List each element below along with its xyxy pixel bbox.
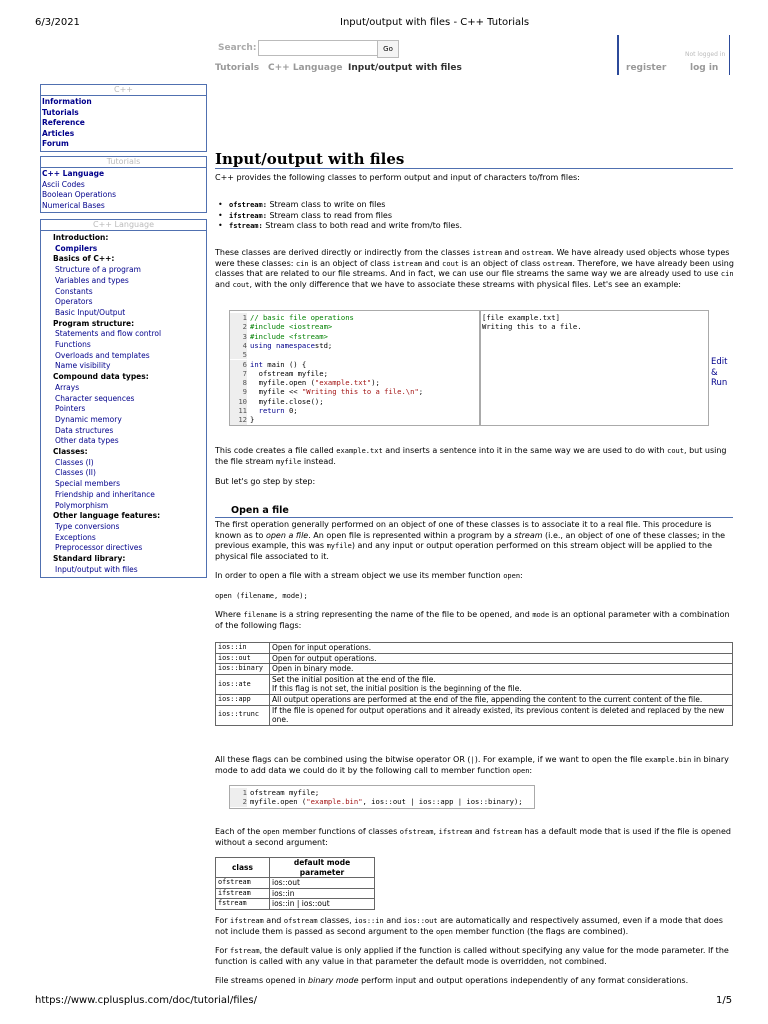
flag-name: ios::ate	[216, 674, 270, 694]
inline-code: myfile	[275, 457, 302, 466]
text: Stream class to read from files	[266, 210, 393, 220]
paragraph	[215, 571, 735, 582]
code-line	[250, 360, 306, 369]
sidebar-item[interactable]: Boolean Operations	[42, 190, 116, 200]
code-token: #include <iostream>	[250, 322, 333, 332]
print-page-number: 1/5	[716, 995, 733, 1006]
line-number: 2	[230, 797, 247, 806]
flag-description	[270, 643, 733, 654]
section-heading: Open a file	[231, 505, 289, 516]
flag-name: ios::in	[216, 643, 270, 654]
sidebar-item[interactable]: Ascii Codes	[42, 179, 85, 189]
code-line	[250, 406, 298, 415]
text: classes,	[317, 916, 355, 925]
code-line	[250, 332, 328, 341]
inline-code: |	[470, 756, 475, 764]
text: is a string representing the name of the file to be opened, and	[277, 610, 533, 619]
inline-code: cout	[442, 259, 460, 268]
line-number: 1	[230, 788, 247, 797]
default-mode: ios::in | ios::out	[270, 899, 375, 910]
inline-code: fstream	[492, 828, 522, 836]
line-number: 4	[230, 341, 247, 350]
code-token: int	[250, 359, 263, 369]
text: Each of the	[215, 827, 263, 836]
register-link[interactable]: register	[626, 63, 667, 73]
text: These classes are derived directly or indirectly from the classes	[215, 248, 473, 257]
sidebar-group-heading: Program structure:	[53, 318, 135, 328]
code-line	[250, 397, 324, 406]
edit-run-label[interactable]: Run	[711, 378, 728, 388]
sidebar-item[interactable]: Basic Input/Output	[55, 307, 126, 317]
flag-description	[270, 674, 733, 694]
sidebar-box-title: C++	[41, 85, 206, 96]
sidebar-item[interactable]: Reference	[42, 118, 85, 128]
flag-description	[270, 664, 733, 675]
code-output	[479, 310, 709, 426]
flag-description	[270, 694, 733, 705]
section-rule	[215, 517, 733, 518]
code-token: 0;	[284, 406, 298, 415]
text: and	[383, 916, 404, 925]
print-date: 6/3/2021	[35, 17, 80, 28]
code-token: #include <fstream>	[250, 331, 328, 341]
inline-code: open	[512, 766, 530, 775]
line-number: 11	[230, 406, 247, 415]
sidebar-tutorials-box	[40, 156, 207, 213]
sidebar-item[interactable]: C++ Language	[42, 169, 105, 178]
flag-description	[270, 705, 733, 725]
code-token: ofstream myfile;	[250, 368, 328, 378]
inline-code: istream	[472, 249, 502, 257]
table-row	[216, 674, 733, 694]
paragraph	[215, 446, 735, 467]
list-item	[215, 200, 735, 211]
search-label: Search:	[218, 43, 257, 53]
divider	[617, 35, 619, 75]
sidebar-item[interactable]: Operators	[55, 297, 93, 307]
paragraph	[215, 755, 735, 776]
text: ,	[433, 827, 439, 836]
inline-code: open	[503, 572, 521, 580]
sidebar-item[interactable]: Special members	[55, 479, 120, 489]
flag-name: ios::out	[216, 653, 270, 664]
inline-code: istream	[392, 259, 423, 268]
line-number: 10	[230, 397, 247, 406]
text: Open in binary mode.	[272, 664, 354, 674]
table-row	[216, 705, 733, 725]
paragraph	[215, 827, 735, 848]
sidebar-item[interactable]: Forum	[42, 139, 69, 149]
inline-code: ios::in	[354, 917, 384, 925]
sidebar-item[interactable]: Tutorials	[42, 107, 79, 117]
text: If this flag is not set, the initial position is the beginning of the file.	[272, 684, 522, 694]
code-token: ofstream myfile;	[250, 788, 320, 797]
sidebar-item[interactable]: Name visibility	[55, 361, 111, 371]
breadcrumb-current: Input/output with files	[348, 63, 462, 73]
inline-code: ios::out	[403, 917, 438, 925]
inline-code: ostream	[542, 259, 573, 268]
paragraph	[215, 916, 735, 937]
code-token: myfile.close();	[250, 396, 324, 406]
text: is an object of class	[459, 258, 543, 268]
inline-code: open	[262, 828, 280, 836]
code-token: myfile <<	[250, 387, 302, 397]
edit-run-label[interactable]: Edit	[711, 357, 728, 367]
text: The first operation generally performed on an object of one of these classes is to associate it to a real file. This procedure is known as to	[215, 520, 712, 540]
code-token: , ios::out | ios::app | ios::binary);	[362, 797, 523, 807]
text: has a default mode that is used if the file is opened without a second argument:	[215, 827, 731, 847]
sidebar-item[interactable]: Structure of a program	[55, 265, 141, 275]
inline-code: example.bin	[644, 756, 692, 764]
text: File streams opened in	[215, 976, 309, 985]
text: member functions of classes	[279, 827, 400, 836]
text: This code creates a file called	[215, 446, 337, 455]
sidebar-item[interactable]: Exceptions	[55, 532, 96, 542]
code-token: // basic file operations	[250, 313, 354, 322]
list-item	[215, 211, 735, 222]
modes-table	[215, 857, 375, 910]
sidebar-item[interactable]: Dynamic memory	[55, 414, 122, 424]
login-status: Not logged in	[685, 51, 726, 58]
code-example-2	[229, 785, 535, 809]
inline-code: ofstream	[283, 917, 318, 925]
class-name: ofstream	[216, 878, 270, 889]
print-title: Input/output with files - C++ Tutorials	[340, 17, 530, 28]
line-number: 1	[230, 313, 247, 322]
inline-code: cin	[296, 259, 309, 268]
table-header: class	[216, 858, 270, 878]
sidebar-item[interactable]: Functions	[55, 340, 91, 350]
table-row	[216, 888, 375, 899]
sidebar-box-title: C++ Language	[41, 220, 206, 231]
code-token: return	[258, 406, 285, 415]
code-token: ;	[418, 387, 424, 397]
inline-code: ifstream:	[229, 211, 267, 220]
text: in binary mode to add data we could do it by the following call to member function	[215, 755, 729, 775]
code-line	[250, 378, 380, 387]
breadcrumb-cpp-language[interactable]: C++ Language	[268, 63, 343, 73]
code-token: myfile.open (	[250, 378, 315, 388]
sidebar-item[interactable]: Compilers	[55, 243, 98, 253]
sidebar-item[interactable]: Classes (II)	[55, 468, 96, 478]
text: Stream class to both read and write from/to files.	[262, 221, 463, 231]
line-number: 2	[230, 322, 247, 331]
code-line	[250, 313, 354, 322]
default-mode: ios::in	[270, 888, 375, 899]
code-token: "example.txt"	[314, 378, 372, 388]
paragraph	[215, 248, 735, 290]
flags-table	[215, 642, 733, 726]
text: In order to open a file with a stream object we use its member function	[215, 571, 504, 580]
sidebar-item[interactable]: Data structures	[55, 425, 114, 435]
paragraph	[215, 520, 735, 562]
sidebar-group-heading: Classes:	[53, 447, 88, 457]
paragraph	[215, 976, 735, 987]
text: and	[263, 916, 284, 925]
text: and	[472, 827, 493, 836]
text: perform input and output operations independently of any format considerations.	[358, 976, 689, 985]
text: and	[215, 279, 233, 289]
code-line	[250, 797, 523, 806]
sidebar-item[interactable]: Preprocessor directives	[55, 543, 143, 553]
page-title: Input/output with files	[215, 150, 405, 168]
code-line	[250, 341, 332, 350]
text: . We have already used objects whose types were these classes:	[215, 248, 730, 268]
flag-name: ios::binary	[216, 664, 270, 675]
text: For	[215, 946, 231, 955]
emphasis: binary mode	[308, 976, 359, 985]
flag-name: ios::trunc	[216, 705, 270, 725]
table-row	[216, 653, 733, 664]
sidebar-item[interactable]: Type conversions	[55, 521, 120, 531]
inline-code: example.txt	[336, 447, 383, 455]
output-line: [file example.txt]	[482, 313, 560, 322]
code-line	[250, 788, 319, 797]
code-token: main () {	[262, 359, 307, 369]
line-number: 3	[230, 332, 247, 341]
text: and	[422, 258, 443, 268]
inline-code: mode	[532, 611, 550, 619]
sidebar-item[interactable]: Articles	[42, 128, 75, 138]
sidebar-item[interactable]: Variables and types	[55, 275, 129, 285]
inline-code: fstream:	[229, 222, 263, 231]
code-token: using namespace	[250, 340, 315, 350]
inline-code: ostream	[522, 249, 552, 257]
search-go-button[interactable]: Go	[377, 40, 399, 58]
flag-name: ios::app	[216, 694, 270, 705]
inline-code: ofstream	[399, 828, 434, 836]
text: and inserts a sentence into it in the same way we are used to do with	[382, 446, 668, 455]
line-number: 6	[230, 360, 247, 369]
sidebar-language-box	[40, 219, 207, 578]
sidebar-box-title: Tutorials	[41, 157, 206, 168]
text: All these flags can be combined using the bitwise operator OR (	[215, 755, 471, 764]
text: Stream class to write on files	[266, 200, 386, 209]
text: All output operations are performed at the end of the file, appending the content to the current content of the file.	[272, 694, 703, 704]
inline-code: ofstream:	[229, 201, 267, 209]
inline-code: fstream	[230, 947, 260, 955]
text: , but using the file stream	[215, 446, 727, 466]
table-header-row	[216, 858, 375, 878]
table-row	[216, 878, 375, 889]
edit-run-link[interactable]	[711, 357, 727, 389]
text: ) and any input or output operation performed on this stream object will be applied to the physical file associated to it.	[215, 541, 713, 561]
text: . Therefore, we have already been using classes that are related to our file streams. And in fact, we can use our file streams the same way we are already used to use	[215, 258, 734, 279]
inline-code: cout	[232, 280, 250, 289]
inline-code: cin	[720, 270, 734, 279]
text: , the default value is only applied if the function is called without specifying any value for the mode parameter. If the function is called with any value in that parameter the default mode is overridden, not combined.	[215, 946, 729, 966]
sidebar-item[interactable]: Overloads and templates	[55, 350, 150, 360]
text: ). For example, if we want to open the file	[474, 755, 645, 764]
text: instead.	[301, 456, 336, 466]
text: If the file is opened for output operations and it already existed, its previous content is deleted and replaced by the new one.	[272, 705, 725, 725]
sidebar-item[interactable]: Classes (I)	[55, 457, 94, 467]
text: Open for output operations.	[272, 653, 377, 663]
search-input[interactable]	[258, 40, 378, 56]
intro-paragraph: C++ provides the following classes to perform output and input of characters to/from files:	[215, 173, 580, 182]
class-name: fstream	[216, 899, 270, 910]
code-token	[250, 406, 259, 415]
sidebar-item[interactable]: Information	[42, 97, 92, 106]
divider	[729, 35, 730, 75]
sidebar-item[interactable]: Input/output with files	[55, 564, 138, 574]
sidebar-item[interactable]: Pointers	[55, 404, 86, 414]
text: member function (the flags are combined).	[452, 926, 629, 936]
text: . An open file is represented within a program by a	[308, 530, 515, 540]
table-header: default mode parameter	[270, 858, 375, 878]
sidebar-item[interactable]: Arrays	[55, 382, 80, 392]
sidebar-item[interactable]: Other data types	[55, 436, 119, 446]
code-token: myfile.open (	[250, 797, 307, 807]
inline-code: ifstream	[230, 917, 264, 925]
text: , with the only difference that we have to associate these streams with physical files. Let's see an example:	[249, 279, 681, 289]
line-number: 5	[230, 350, 247, 359]
text: Open for input operations.	[272, 643, 372, 652]
text: :	[520, 571, 523, 580]
sidebar-item[interactable]: Friendship and inheritance	[55, 489, 155, 499]
inline-code: cout	[667, 447, 684, 455]
sidebar-group-heading: Standard library:	[53, 554, 126, 564]
text: (i.e., an object of one of these classes; in the previous example, this was	[215, 530, 726, 551]
sidebar-group-heading: Other language features:	[53, 511, 161, 521]
title-rule	[215, 168, 733, 169]
code-line	[250, 369, 328, 378]
default-mode: ios::out	[270, 878, 375, 889]
class-name: ifstream	[216, 888, 270, 899]
line-number: 7	[230, 369, 247, 378]
sidebar-item[interactable]: Polymorphism	[55, 500, 109, 510]
code-line	[250, 415, 254, 424]
code-token: );	[371, 378, 380, 388]
paragraph	[215, 946, 735, 967]
table-row	[216, 899, 375, 910]
table-row	[216, 664, 733, 675]
login-link[interactable]: log in	[690, 63, 719, 73]
emphasis: stream	[514, 530, 543, 540]
inline-code: filename	[243, 611, 278, 619]
edit-run-label[interactable]: &	[711, 367, 718, 378]
sidebar-group-heading: Introduction:	[53, 233, 109, 242]
sidebar-item[interactable]: Character sequences	[55, 393, 135, 403]
text: Set the initial position at the end of the file.	[272, 674, 436, 684]
list-item	[215, 221, 735, 232]
line-number: 8	[230, 378, 247, 387]
text: For	[215, 916, 231, 925]
sidebar-cpp-box	[40, 84, 207, 152]
inline-code: open	[436, 927, 453, 936]
text: and	[501, 248, 523, 257]
sidebar-item[interactable]: Numerical Bases	[42, 200, 105, 210]
text: is an optional parameter with a combination of the following flags:	[215, 610, 730, 630]
breadcrumb-tutorials[interactable]: Tutorials	[215, 63, 260, 73]
flag-description	[270, 653, 733, 664]
table-row	[216, 694, 733, 705]
line-number: 12	[230, 415, 247, 424]
sidebar-group-heading: Basics of C++:	[53, 254, 115, 264]
code-line	[250, 322, 332, 331]
code-example	[229, 310, 481, 426]
text: :	[529, 765, 533, 775]
sidebar-item[interactable]: Constants	[55, 286, 93, 296]
code-line	[250, 387, 423, 396]
paragraph: But let's go step by step:	[215, 477, 316, 486]
code-token: "example.bin"	[306, 797, 363, 807]
code-token: std;	[314, 340, 333, 350]
code-token: "Writing this to a file.\n"	[301, 387, 419, 397]
text: Where	[215, 610, 244, 619]
table-row	[216, 643, 733, 654]
inline-code: ifstream	[438, 828, 473, 836]
output-line: Writing this to a file.	[482, 322, 582, 332]
sidebar-item[interactable]: Statements and flow control	[55, 329, 162, 339]
class-list	[215, 200, 735, 232]
inline-code: myfile	[326, 542, 352, 551]
print-url: https://www.cplusplus.com/doc/tutorial/files/	[35, 995, 257, 1006]
text: are automatically and respectively assumed, even if a mode that does not include them is passed as second argument to the	[215, 916, 723, 936]
paragraph	[215, 610, 735, 631]
line-number: 9	[230, 387, 247, 396]
code-token: }	[250, 415, 255, 425]
open-signature: open (filename, mode);	[215, 592, 308, 600]
sidebar-group-heading: Compound data types:	[53, 372, 149, 382]
text: is an object of class	[308, 258, 393, 268]
emphasis: open a file	[265, 530, 309, 540]
